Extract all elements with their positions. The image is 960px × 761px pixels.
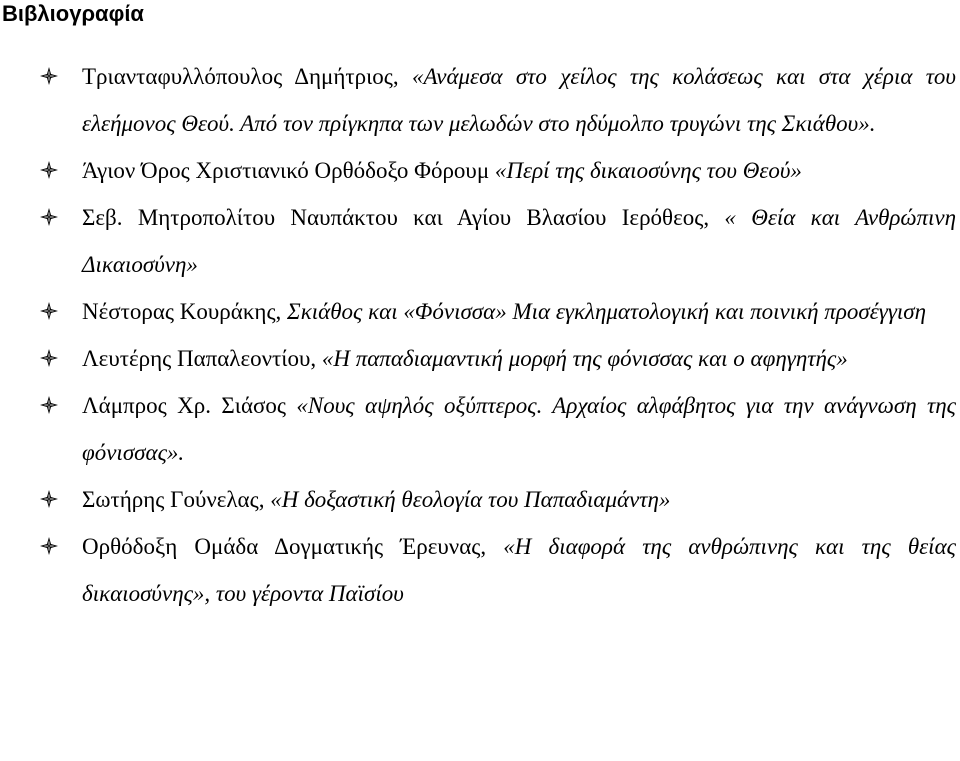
entry-author: Νέστορας Κουράκης,: [82, 299, 288, 324]
four-point-star-bullet-icon: [40, 208, 58, 226]
entry-title: Σκιάθος και «Φόνισσα» Μια εγκληματολογική και ποινική προσέγγιση: [287, 299, 927, 324]
bibliography-entry: [0, 53, 960, 147]
entry-author: Ορθόδοξη Ομάδα Δογματικής Έρευνας,: [82, 534, 504, 559]
entry-title: «Περί της δικαιοσύνης του Θεού»: [494, 158, 802, 183]
entry-title: «Νους αψηλός οξύπτερος. Αρχαίος αλφάβητος για την ανάγνωση της φόνισσας».: [82, 393, 956, 465]
bibliography-entry: [0, 335, 960, 382]
four-point-star-bullet-icon: [40, 537, 58, 555]
bibliography-entry: [0, 382, 960, 476]
four-point-star-bullet-icon: [40, 490, 58, 508]
bibliography-list: [0, 53, 960, 617]
bibliography-entry: [0, 288, 960, 335]
entry-author: Λευτέρης Παπαλεοντίου,: [82, 346, 322, 371]
entry-title: «Η διαφορά της ανθρώπινης και της θείας δικαιοσύνης», του γέροντα Παϊσίου: [82, 534, 956, 606]
entry-author: Σεβ. Μητροπολίτου Ναυπάκτου και Αγίου Βλασίου Ιερόθεος,: [82, 205, 725, 230]
entry-title: «Ανάμεσα στο χείλος της κολάσεως και στα χέρια του ελεήμονος Θεού. Από τον πρίγκηπα των μελωδών στο ηδύμολπο τρυγώνι της Σκιάθου».: [82, 64, 956, 136]
bibliography-entry: [0, 147, 960, 194]
entry-title: «Η παπαδιαμαντική μορφή της φόνισσας και ο αφηγητής»: [321, 346, 848, 371]
bibliography-entry: [0, 523, 960, 617]
four-point-star-bullet-icon: [40, 161, 58, 179]
four-point-star-bullet-icon: [40, 302, 58, 320]
entry-author: Σωτήρης Γούνελας,: [82, 487, 271, 512]
entry-title: « Θεία και Ανθρώπινη Δικαιοσύνη»: [82, 205, 956, 277]
four-point-star-bullet-icon: [40, 67, 58, 85]
entry-author: Άγιον Όρος Χριστιανικό Ορθόδοξο Φόρουμ: [82, 158, 495, 183]
bibliography-heading: Βιβλιογραφία: [2, 1, 144, 26]
entry-author: Τριανταφυλλόπουλος Δημήτριος,: [82, 64, 412, 89]
bibliography-entry: [0, 476, 960, 523]
four-point-star-bullet-icon: [40, 396, 58, 414]
entry-author: Λάμπρος Χρ. Σιάσος: [82, 393, 297, 418]
entry-title: «Η δοξαστική θεολογία του Παπαδιαμάντη»: [270, 487, 671, 512]
bibliography-entry: [0, 194, 960, 288]
four-point-star-bullet-icon: [40, 349, 58, 367]
